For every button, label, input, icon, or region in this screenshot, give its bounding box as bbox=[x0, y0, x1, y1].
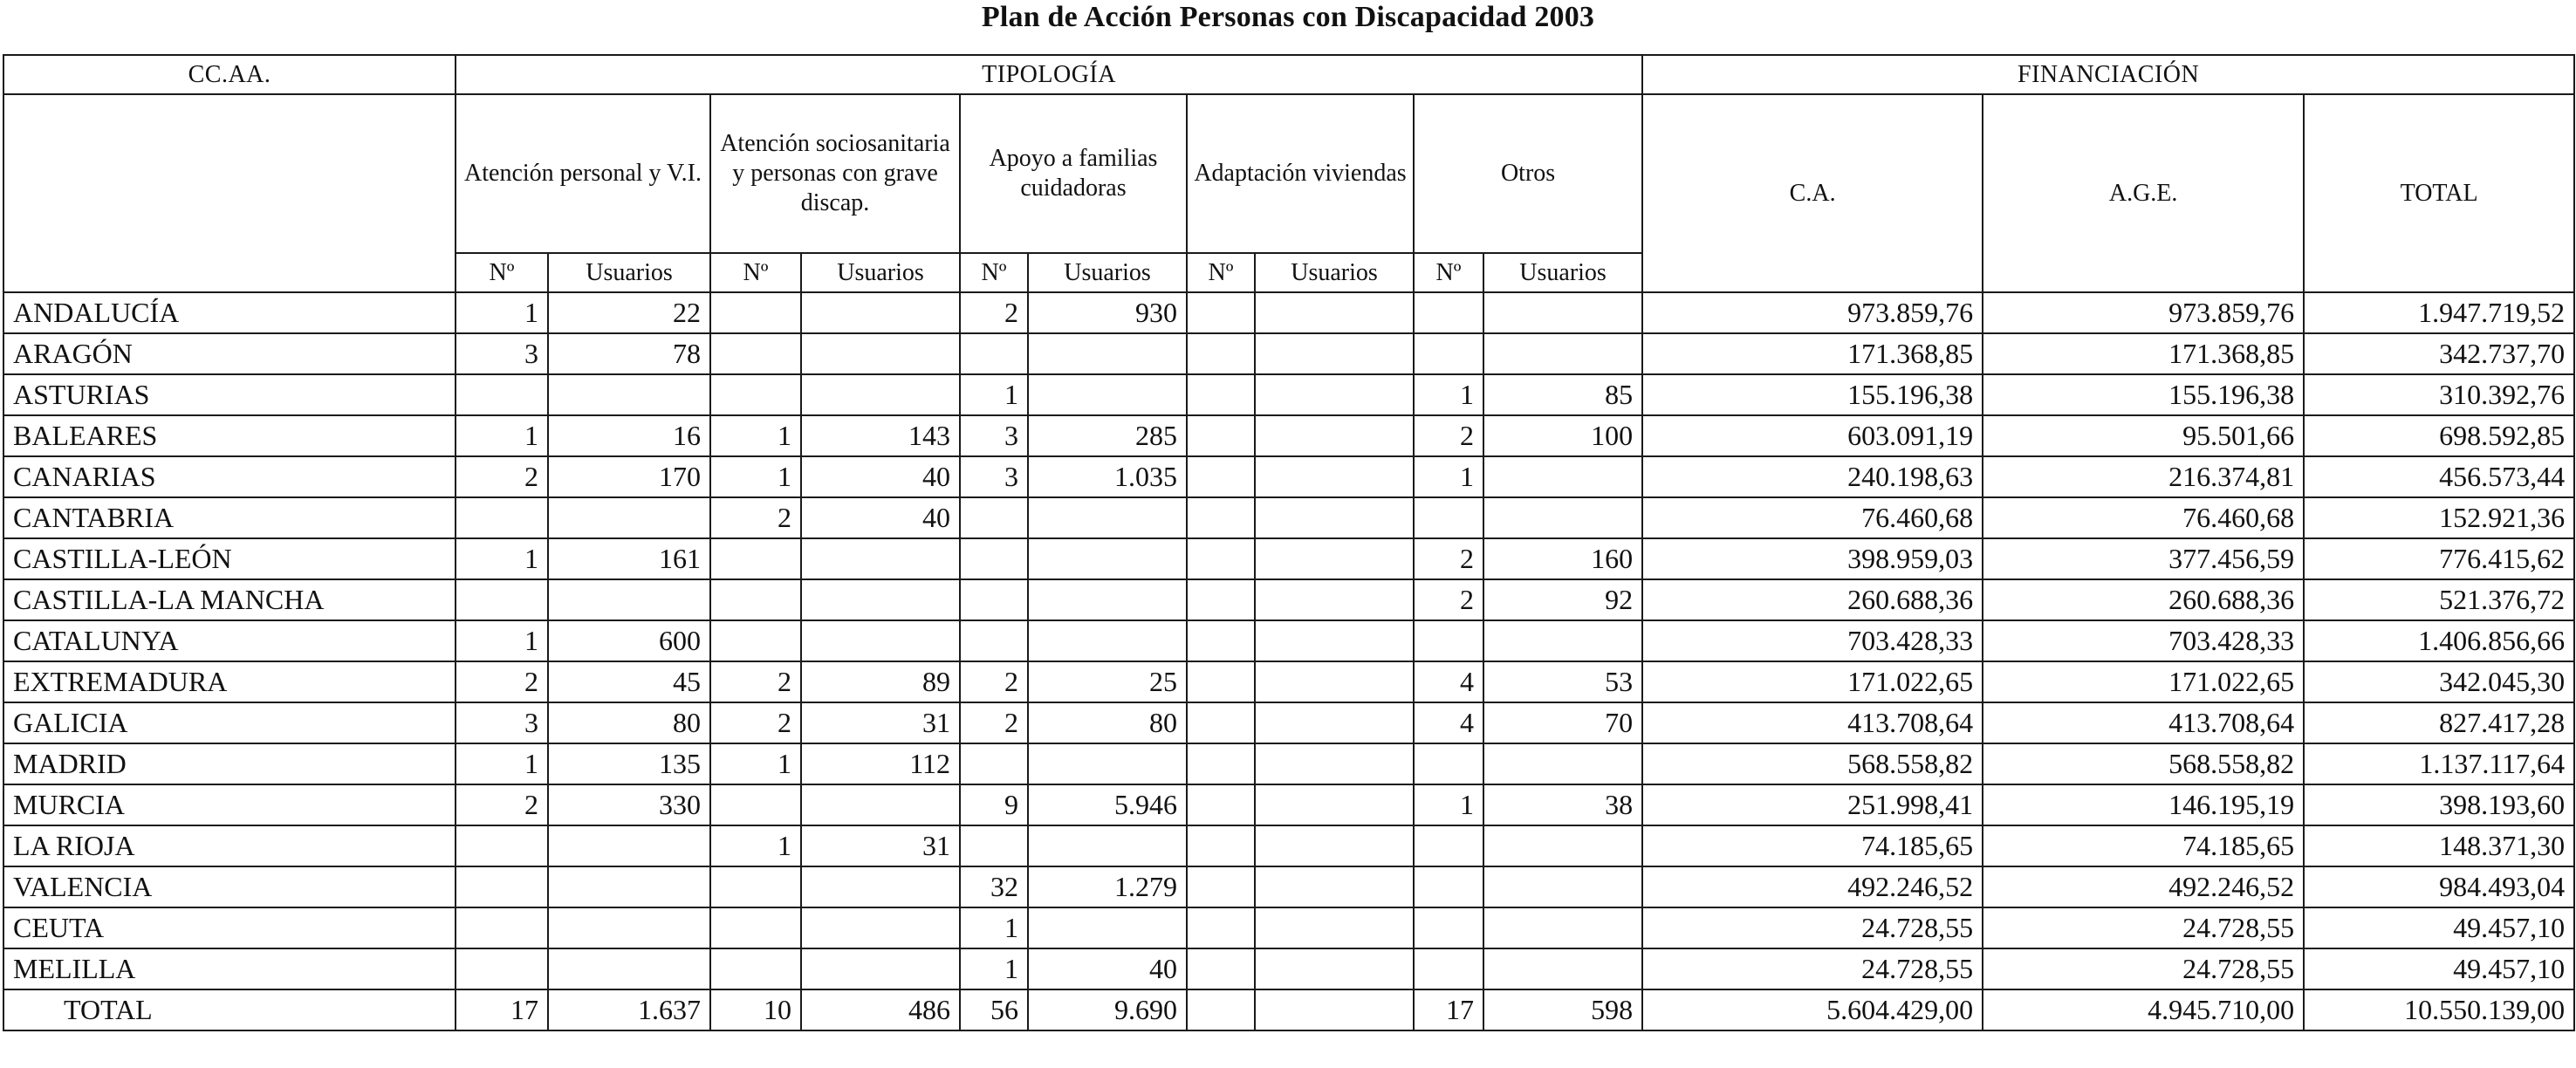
count-cell: 1 bbox=[710, 456, 801, 497]
count-cell: 17 bbox=[456, 989, 548, 1030]
count-cell: 1 bbox=[456, 292, 548, 333]
fin-header-age: A.G.E. bbox=[1983, 94, 2304, 292]
region-name: CATALUNYA bbox=[3, 620, 456, 661]
count-cell bbox=[710, 579, 801, 620]
usuarios-cell: 38 bbox=[1483, 784, 1642, 825]
usuarios-cell bbox=[1028, 907, 1187, 948]
fin-ca-cell: 155.196,38 bbox=[1642, 374, 1983, 415]
count-cell bbox=[960, 825, 1028, 866]
ccaa-blank-header bbox=[3, 94, 456, 292]
count-cell: 1 bbox=[710, 825, 801, 866]
count-cell bbox=[710, 948, 801, 989]
region-name: LA RIOJA bbox=[3, 825, 456, 866]
count-cell bbox=[1187, 497, 1255, 538]
count-cell: 3 bbox=[960, 456, 1028, 497]
usuarios-cell bbox=[1483, 948, 1642, 989]
usuarios-cell bbox=[1255, 661, 1414, 702]
group-header-adaptacion-viviendas: Adaptación viviendas bbox=[1187, 94, 1414, 253]
usuarios-cell bbox=[1255, 374, 1414, 415]
fin-total-cell: 342.045,30 bbox=[2304, 661, 2574, 702]
table-row bbox=[3, 620, 2574, 661]
count-cell: 3 bbox=[960, 415, 1028, 456]
usuarios-cell: 31 bbox=[801, 702, 960, 743]
count-cell bbox=[710, 620, 801, 661]
count-cell bbox=[1414, 333, 1483, 374]
table-body bbox=[3, 292, 2574, 1030]
count-cell bbox=[456, 374, 548, 415]
count-cell: 1 bbox=[1414, 374, 1483, 415]
table-row bbox=[3, 907, 2574, 948]
usuarios-cell bbox=[1255, 866, 1414, 907]
usuarios-cell bbox=[1255, 907, 1414, 948]
count-cell: 1 bbox=[1414, 784, 1483, 825]
region-name: CASTILLA-LA MANCHA bbox=[3, 579, 456, 620]
usuarios-cell: 78 bbox=[548, 333, 710, 374]
usuarios-cell bbox=[1255, 948, 1414, 989]
count-cell bbox=[960, 743, 1028, 784]
count-cell: 56 bbox=[960, 989, 1028, 1030]
count-cell bbox=[1187, 907, 1255, 948]
count-cell: 1 bbox=[710, 743, 801, 784]
count-cell bbox=[1414, 292, 1483, 333]
fin-ca-cell: 603.091,19 bbox=[1642, 415, 1983, 456]
region-name: VALENCIA bbox=[3, 866, 456, 907]
usuarios-cell: 1.637 bbox=[548, 989, 710, 1030]
count-cell: 2 bbox=[1414, 415, 1483, 456]
fin-total-cell: 342.737,70 bbox=[2304, 333, 2574, 374]
count-cell: 2 bbox=[710, 661, 801, 702]
count-cell bbox=[1187, 866, 1255, 907]
count-cell bbox=[1187, 620, 1255, 661]
count-cell: 1 bbox=[960, 907, 1028, 948]
count-cell bbox=[1414, 620, 1483, 661]
usuarios-cell bbox=[1255, 333, 1414, 374]
fin-age-cell: 568.558,82 bbox=[1983, 743, 2304, 784]
usuarios-cell: 80 bbox=[1028, 702, 1187, 743]
ccaa-header: CC.AA. bbox=[3, 55, 456, 94]
usuarios-cell bbox=[801, 907, 960, 948]
usuarios-cell: 40 bbox=[801, 456, 960, 497]
usuarios-cell bbox=[1255, 620, 1414, 661]
usuarios-cell bbox=[801, 333, 960, 374]
fin-age-cell: 24.728,55 bbox=[1983, 907, 2304, 948]
usuarios-cell: 112 bbox=[801, 743, 960, 784]
fin-age-cell: 95.501,66 bbox=[1983, 415, 2304, 456]
usuarios-cell bbox=[1028, 497, 1187, 538]
fin-total-cell: 152.921,36 bbox=[2304, 497, 2574, 538]
subheader-usuarios: Usuarios bbox=[801, 253, 960, 292]
usuarios-cell bbox=[1483, 456, 1642, 497]
total-label: TOTAL bbox=[3, 989, 456, 1030]
usuarios-cell bbox=[548, 825, 710, 866]
count-cell: 1 bbox=[710, 415, 801, 456]
usuarios-cell: 100 bbox=[1483, 415, 1642, 456]
usuarios-cell: 5.946 bbox=[1028, 784, 1187, 825]
table-row bbox=[3, 579, 2574, 620]
subheader-usuarios: Usuarios bbox=[1483, 253, 1642, 292]
region-name: CASTILLA-LEÓN bbox=[3, 538, 456, 579]
count-cell: 2 bbox=[960, 292, 1028, 333]
table-row bbox=[3, 661, 2574, 702]
count-cell bbox=[1414, 866, 1483, 907]
count-cell bbox=[710, 907, 801, 948]
fin-ca-cell: 24.728,55 bbox=[1642, 907, 1983, 948]
table-row bbox=[3, 743, 2574, 784]
subheader-n: Nº bbox=[1187, 253, 1255, 292]
count-cell bbox=[960, 333, 1028, 374]
usuarios-cell bbox=[1255, 743, 1414, 784]
usuarios-cell: 161 bbox=[548, 538, 710, 579]
usuarios-cell bbox=[801, 784, 960, 825]
count-cell: 1 bbox=[456, 538, 548, 579]
count-cell bbox=[1187, 292, 1255, 333]
fin-total-cell: 827.417,28 bbox=[2304, 702, 2574, 743]
fin-age-cell: 492.246,52 bbox=[1983, 866, 2304, 907]
fin-total-cell: 1.947.719,52 bbox=[2304, 292, 2574, 333]
usuarios-cell: 31 bbox=[801, 825, 960, 866]
region-name: BALEARES bbox=[3, 415, 456, 456]
usuarios-cell bbox=[1028, 374, 1187, 415]
usuarios-cell: 600 bbox=[548, 620, 710, 661]
count-cell bbox=[710, 866, 801, 907]
usuarios-cell bbox=[1483, 907, 1642, 948]
usuarios-cell: 285 bbox=[1028, 415, 1187, 456]
group-header-sociosanitaria: Atención sociosanitaria y personas con grave discap. bbox=[710, 94, 960, 253]
usuarios-cell: 160 bbox=[1483, 538, 1642, 579]
header-row-top bbox=[3, 55, 2574, 94]
region-name: MADRID bbox=[3, 743, 456, 784]
usuarios-cell: 40 bbox=[801, 497, 960, 538]
usuarios-cell: 89 bbox=[801, 661, 960, 702]
fin-age-cell: 171.022,65 bbox=[1983, 661, 2304, 702]
count-cell bbox=[1187, 743, 1255, 784]
count-cell bbox=[1187, 825, 1255, 866]
fin-ca-cell: 398.959,03 bbox=[1642, 538, 1983, 579]
financiacion-header: FINANCIACIÓN bbox=[1642, 55, 2574, 94]
usuarios-cell bbox=[1028, 825, 1187, 866]
usuarios-cell bbox=[1483, 825, 1642, 866]
fin-total-cell: 776.415,62 bbox=[2304, 538, 2574, 579]
count-cell bbox=[960, 620, 1028, 661]
usuarios-cell bbox=[1028, 620, 1187, 661]
usuarios-cell bbox=[548, 579, 710, 620]
count-cell bbox=[1414, 743, 1483, 784]
count-cell bbox=[456, 579, 548, 620]
page-title: Plan de Acción Personas con Discapacidad 2003 bbox=[981, 1, 1595, 33]
fin-age-cell: 74.185,65 bbox=[1983, 825, 2304, 866]
usuarios-cell: 92 bbox=[1483, 579, 1642, 620]
table-row bbox=[3, 948, 2574, 989]
count-cell bbox=[710, 374, 801, 415]
usuarios-cell bbox=[1255, 579, 1414, 620]
fin-age-cell: 216.374,81 bbox=[1983, 456, 2304, 497]
total-row bbox=[3, 989, 2574, 1030]
usuarios-cell: 45 bbox=[548, 661, 710, 702]
region-name: CANTABRIA bbox=[3, 497, 456, 538]
usuarios-cell bbox=[801, 620, 960, 661]
usuarios-cell bbox=[1483, 743, 1642, 784]
count-cell: 1 bbox=[456, 620, 548, 661]
usuarios-cell bbox=[548, 907, 710, 948]
usuarios-cell bbox=[801, 538, 960, 579]
usuarios-cell bbox=[1255, 497, 1414, 538]
count-cell bbox=[1187, 989, 1255, 1030]
fin-ca-cell: 171.022,65 bbox=[1642, 661, 1983, 702]
count-cell bbox=[1187, 333, 1255, 374]
usuarios-cell: 170 bbox=[548, 456, 710, 497]
count-cell bbox=[1187, 702, 1255, 743]
fin-ca-cell: 24.728,55 bbox=[1642, 948, 1983, 989]
region-name: EXTREMADURA bbox=[3, 661, 456, 702]
fin-ca-cell: 5.604.429,00 bbox=[1642, 989, 1983, 1030]
region-name: CANARIAS bbox=[3, 456, 456, 497]
usuarios-cell: 22 bbox=[548, 292, 710, 333]
count-cell: 2 bbox=[710, 497, 801, 538]
usuarios-cell bbox=[1255, 989, 1414, 1030]
usuarios-cell: 143 bbox=[801, 415, 960, 456]
usuarios-cell bbox=[1483, 866, 1642, 907]
usuarios-cell bbox=[548, 374, 710, 415]
fin-age-cell: 377.456,59 bbox=[1983, 538, 2304, 579]
count-cell: 1 bbox=[960, 374, 1028, 415]
fin-ca-cell: 240.198,63 bbox=[1642, 456, 1983, 497]
usuarios-cell bbox=[1255, 784, 1414, 825]
count-cell bbox=[960, 497, 1028, 538]
usuarios-cell bbox=[1255, 702, 1414, 743]
usuarios-cell bbox=[1483, 333, 1642, 374]
subheader-usuarios: Usuarios bbox=[1255, 253, 1414, 292]
fin-age-cell: 4.945.710,00 bbox=[1983, 989, 2304, 1030]
fin-age-cell: 973.859,76 bbox=[1983, 292, 2304, 333]
subheader-usuarios: Usuarios bbox=[1028, 253, 1187, 292]
usuarios-cell: 85 bbox=[1483, 374, 1642, 415]
usuarios-cell: 135 bbox=[548, 743, 710, 784]
count-cell: 2 bbox=[456, 661, 548, 702]
usuarios-cell bbox=[801, 292, 960, 333]
count-cell: 3 bbox=[456, 702, 548, 743]
fin-total-cell: 521.376,72 bbox=[2304, 579, 2574, 620]
fin-ca-cell: 251.998,41 bbox=[1642, 784, 1983, 825]
count-cell bbox=[710, 784, 801, 825]
count-cell: 10 bbox=[710, 989, 801, 1030]
table-row bbox=[3, 374, 2574, 415]
fin-age-cell: 413.708,64 bbox=[1983, 702, 2304, 743]
usuarios-cell bbox=[1028, 579, 1187, 620]
count-cell bbox=[1187, 579, 1255, 620]
usuarios-cell bbox=[801, 374, 960, 415]
usuarios-cell bbox=[1028, 743, 1187, 784]
count-cell bbox=[456, 948, 548, 989]
count-cell: 2 bbox=[1414, 579, 1483, 620]
fin-total-cell: 398.193,60 bbox=[2304, 784, 2574, 825]
count-cell: 32 bbox=[960, 866, 1028, 907]
fin-total-cell: 49.457,10 bbox=[2304, 907, 2574, 948]
count-cell bbox=[1187, 784, 1255, 825]
count-cell bbox=[960, 579, 1028, 620]
count-cell bbox=[1187, 456, 1255, 497]
header-row-groups bbox=[3, 94, 2574, 253]
usuarios-cell bbox=[1483, 497, 1642, 538]
count-cell bbox=[1187, 415, 1255, 456]
count-cell bbox=[1187, 661, 1255, 702]
table-row bbox=[3, 538, 2574, 579]
fin-age-cell: 24.728,55 bbox=[1983, 948, 2304, 989]
usuarios-cell: 330 bbox=[548, 784, 710, 825]
count-cell bbox=[710, 292, 801, 333]
fin-age-cell: 171.368,85 bbox=[1983, 333, 2304, 374]
count-cell bbox=[456, 825, 548, 866]
usuarios-cell: 1.035 bbox=[1028, 456, 1187, 497]
fin-ca-cell: 973.859,76 bbox=[1642, 292, 1983, 333]
count-cell: 3 bbox=[456, 333, 548, 374]
usuarios-cell: 9.690 bbox=[1028, 989, 1187, 1030]
count-cell bbox=[1187, 374, 1255, 415]
count-cell: 2 bbox=[960, 702, 1028, 743]
group-header-atencion-personal: Atención personal y V.I. bbox=[456, 94, 710, 253]
count-cell: 1 bbox=[456, 743, 548, 784]
count-cell bbox=[1414, 907, 1483, 948]
usuarios-cell: 1.279 bbox=[1028, 866, 1187, 907]
fin-ca-cell: 171.368,85 bbox=[1642, 333, 1983, 374]
fin-age-cell: 155.196,38 bbox=[1983, 374, 2304, 415]
usuarios-cell bbox=[1255, 825, 1414, 866]
usuarios-cell: 16 bbox=[548, 415, 710, 456]
subheader-n: Nº bbox=[1414, 253, 1483, 292]
count-cell bbox=[710, 333, 801, 374]
usuarios-cell bbox=[801, 866, 960, 907]
table-row bbox=[3, 333, 2574, 374]
table-row bbox=[3, 497, 2574, 538]
count-cell: 2 bbox=[710, 702, 801, 743]
usuarios-cell: 80 bbox=[548, 702, 710, 743]
count-cell bbox=[710, 538, 801, 579]
usuarios-cell bbox=[1255, 292, 1414, 333]
usuarios-cell bbox=[1028, 538, 1187, 579]
usuarios-cell: 53 bbox=[1483, 661, 1642, 702]
fin-header-total: TOTAL bbox=[2304, 94, 2574, 292]
usuarios-cell bbox=[1255, 415, 1414, 456]
count-cell: 1 bbox=[1414, 456, 1483, 497]
table-row bbox=[3, 866, 2574, 907]
usuarios-cell bbox=[1483, 292, 1642, 333]
count-cell bbox=[456, 907, 548, 948]
count-cell bbox=[1187, 538, 1255, 579]
table-row bbox=[3, 825, 2574, 866]
usuarios-cell bbox=[801, 948, 960, 989]
count-cell: 4 bbox=[1414, 702, 1483, 743]
tipologia-header: TIPOLOGÍA bbox=[456, 55, 1642, 94]
usuarios-cell: 598 bbox=[1483, 989, 1642, 1030]
region-name: ASTURIAS bbox=[3, 374, 456, 415]
count-cell: 2 bbox=[960, 661, 1028, 702]
fin-total-cell: 984.493,04 bbox=[2304, 866, 2574, 907]
table-row bbox=[3, 415, 2574, 456]
usuarios-cell: 70 bbox=[1483, 702, 1642, 743]
subheader-n: Nº bbox=[456, 253, 548, 292]
count-cell: 2 bbox=[1414, 538, 1483, 579]
count-cell bbox=[456, 497, 548, 538]
count-cell bbox=[456, 866, 548, 907]
count-cell bbox=[1187, 948, 1255, 989]
usuarios-cell bbox=[1255, 538, 1414, 579]
count-cell: 4 bbox=[1414, 661, 1483, 702]
fin-total-cell: 698.592,85 bbox=[2304, 415, 2574, 456]
count-cell: 2 bbox=[456, 784, 548, 825]
fin-total-cell: 49.457,10 bbox=[2304, 948, 2574, 989]
fin-header-ca: C.A. bbox=[1642, 94, 1983, 292]
table-row bbox=[3, 456, 2574, 497]
count-cell: 17 bbox=[1414, 989, 1483, 1030]
region-name: GALICIA bbox=[3, 702, 456, 743]
usuarios-cell: 486 bbox=[801, 989, 960, 1030]
usuarios-cell bbox=[548, 497, 710, 538]
fin-ca-cell: 74.185,65 bbox=[1642, 825, 1983, 866]
count-cell: 9 bbox=[960, 784, 1028, 825]
usuarios-cell: 40 bbox=[1028, 948, 1187, 989]
usuarios-cell bbox=[548, 866, 710, 907]
fin-ca-cell: 260.688,36 bbox=[1642, 579, 1983, 620]
usuarios-cell bbox=[1483, 620, 1642, 661]
fin-total-cell: 148.371,30 bbox=[2304, 825, 2574, 866]
count-cell: 2 bbox=[456, 456, 548, 497]
subheader-n: Nº bbox=[710, 253, 801, 292]
fin-age-cell: 146.195,19 bbox=[1983, 784, 2304, 825]
table-row bbox=[3, 292, 2574, 333]
fin-total-cell: 10.550.139,00 bbox=[2304, 989, 2574, 1030]
count-cell: 1 bbox=[960, 948, 1028, 989]
usuarios-cell bbox=[1028, 333, 1187, 374]
table-row bbox=[3, 784, 2574, 825]
count-cell bbox=[1414, 497, 1483, 538]
fin-total-cell: 310.392,76 bbox=[2304, 374, 2574, 415]
region-name: MELILLA bbox=[3, 948, 456, 989]
usuarios-cell bbox=[1255, 456, 1414, 497]
usuarios-cell bbox=[801, 579, 960, 620]
usuarios-cell bbox=[548, 948, 710, 989]
usuarios-cell: 930 bbox=[1028, 292, 1187, 333]
count-cell: 1 bbox=[456, 415, 548, 456]
region-name: MURCIA bbox=[3, 784, 456, 825]
fin-age-cell: 260.688,36 bbox=[1983, 579, 2304, 620]
group-header-otros: Otros bbox=[1414, 94, 1642, 253]
data-table bbox=[3, 54, 2575, 1031]
subheader-usuarios: Usuarios bbox=[548, 253, 710, 292]
fin-age-cell: 76.460,68 bbox=[1983, 497, 2304, 538]
region-name: ARAGÓN bbox=[3, 333, 456, 374]
fin-ca-cell: 568.558,82 bbox=[1642, 743, 1983, 784]
fin-ca-cell: 492.246,52 bbox=[1642, 866, 1983, 907]
fin-total-cell: 456.573,44 bbox=[2304, 456, 2574, 497]
table-row bbox=[3, 702, 2574, 743]
fin-age-cell: 703.428,33 bbox=[1983, 620, 2304, 661]
region-name: ANDALUCÍA bbox=[3, 292, 456, 333]
subheader-n: Nº bbox=[960, 253, 1028, 292]
fin-ca-cell: 76.460,68 bbox=[1642, 497, 1983, 538]
fin-ca-cell: 703.428,33 bbox=[1642, 620, 1983, 661]
group-header-apoyo-familias: Apoyo a familias cuidadoras bbox=[960, 94, 1187, 253]
usuarios-cell: 25 bbox=[1028, 661, 1187, 702]
count-cell bbox=[1414, 825, 1483, 866]
region-name: CEUTA bbox=[3, 907, 456, 948]
fin-ca-cell: 413.708,64 bbox=[1642, 702, 1983, 743]
count-cell bbox=[1414, 948, 1483, 989]
fin-total-cell: 1.406.856,66 bbox=[2304, 620, 2574, 661]
count-cell bbox=[960, 538, 1028, 579]
fin-total-cell: 1.137.117,64 bbox=[2304, 743, 2574, 784]
